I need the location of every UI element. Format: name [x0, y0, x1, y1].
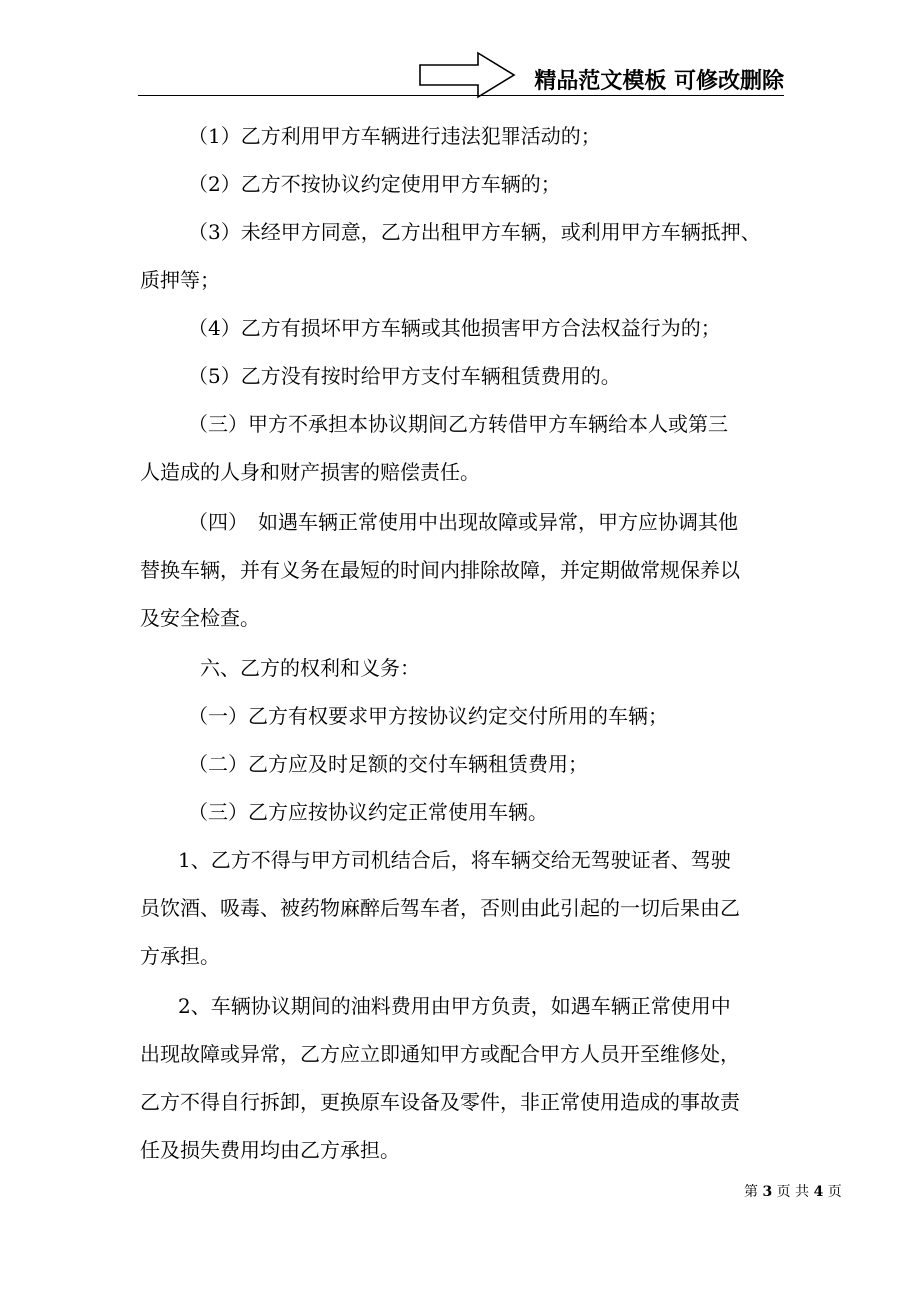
- text-line: 替换车辆，并有义务在最短的时间内排除故障，并定期做常规保养以: [140, 558, 740, 582]
- text-line: 1、乙方不得与甲方司机结合后，将车辆交给无驾驶证者、驾驶: [178, 848, 731, 872]
- text-line: （四） 如遇车辆正常使用中出现故障或异常，甲方应协调其他: [188, 510, 738, 534]
- paragraph-11: [188, 794, 833, 830]
- text-line: 员饮酒、吸毒、被药物麻醉后驾车者，否则由此引起的一切后果由乙: [140, 896, 740, 920]
- text-line: （一）乙方有权要求甲方按协议约定交付所用的车辆；: [188, 704, 668, 728]
- paragraph-13: [140, 988, 785, 1168]
- paragraph-3: [140, 214, 785, 298]
- text-line: 及安全检查。: [140, 606, 260, 630]
- text-line: （二）乙方应及时足额的交付车辆租赁费用；: [188, 752, 588, 776]
- paragraph-12: [140, 842, 785, 974]
- text-line: （1）乙方利用甲方车辆进行违法犯罪活动的；: [188, 124, 601, 148]
- arrow-right-icon: [418, 51, 516, 99]
- text-line: （3）未经甲方同意，乙方出租甲方车辆，或利用甲方车辆抵押、: [188, 220, 761, 244]
- text-line: 出现故障或异常，乙方应立即通知甲方或配合甲方人员开至维修处，: [140, 1042, 740, 1066]
- text-line: 人造成的人身和财产损害的赔偿责任。: [140, 460, 480, 484]
- header-divider: [138, 95, 784, 96]
- text-line: 质押等；: [140, 268, 220, 292]
- text-line: 方承担。: [140, 944, 220, 968]
- page-number: [744, 1181, 842, 1201]
- paragraph-6: [140, 406, 785, 490]
- total-pages: 4: [813, 1184, 824, 1200]
- paragraph-1: [188, 118, 833, 154]
- current-page: 3: [762, 1184, 773, 1200]
- paragraph-5: [188, 358, 833, 394]
- text-line: （三）甲方不承担本协议期间乙方转借甲方车辆给本人或第三: [188, 412, 728, 436]
- text-line: （2）乙方不按协议约定使用甲方车辆的；: [188, 172, 561, 196]
- text-line: 乙方不得自行拆卸，更换原车设备及零件，非正常使用造成的事故责: [140, 1090, 740, 1114]
- footer-middle: 页 共: [776, 1184, 810, 1200]
- paragraph-10: [188, 746, 833, 782]
- text-line: 六、乙方的权利和义务：: [200, 656, 420, 680]
- paragraph-4: [188, 310, 833, 346]
- paragraph-2: [188, 166, 833, 202]
- text-line: （4）乙方有损坏甲方车辆或其他损害甲方合法权益行为的；: [188, 316, 721, 340]
- footer-suffix: 页: [827, 1184, 842, 1200]
- page-header: [138, 44, 784, 98]
- text-line: （三）乙方应按协议约定正常使用车辆。: [188, 800, 548, 824]
- text-line: 任及损失费用均由乙方承担。: [140, 1138, 400, 1162]
- text-line: 2、车辆协议期间的油料费用由甲方负责，如遇车辆正常使用中: [178, 994, 731, 1018]
- text-line: （5）乙方没有按时给甲方支付车辆租赁费用的。: [188, 364, 621, 388]
- header-title: 精品范文模板 可修改删除: [534, 69, 784, 94]
- footer-prefix: 第: [744, 1184, 758, 1200]
- section-heading: [200, 650, 845, 686]
- paragraph-9: [188, 698, 833, 734]
- paragraph-7: [140, 504, 785, 636]
